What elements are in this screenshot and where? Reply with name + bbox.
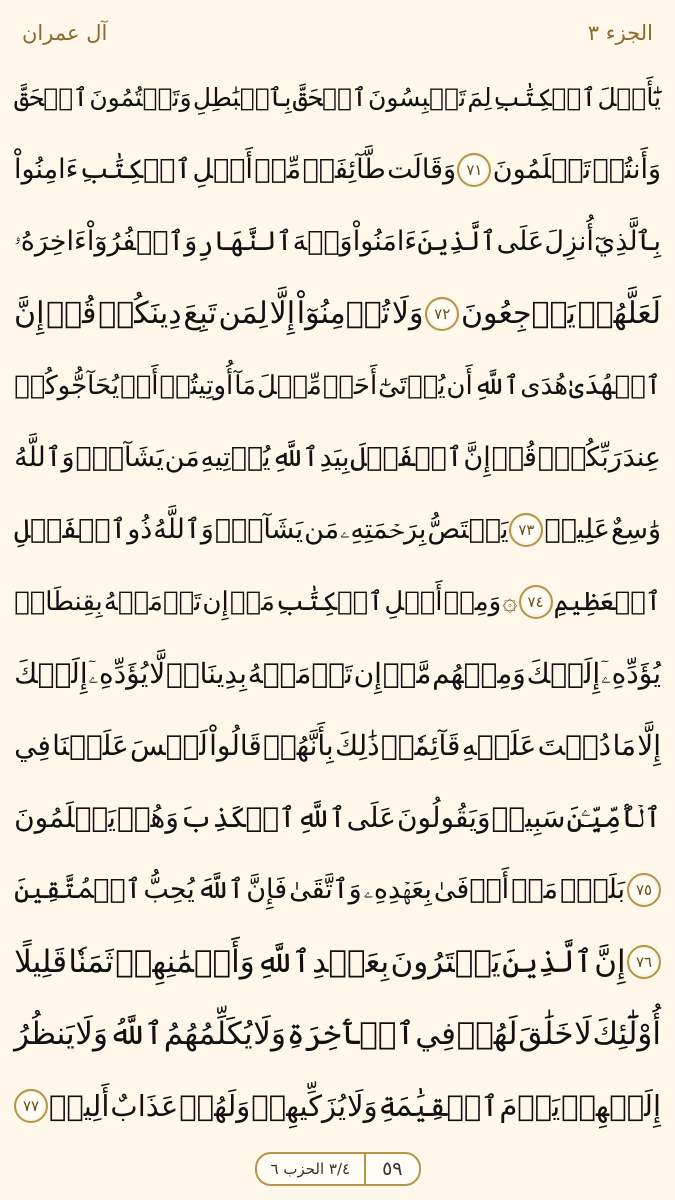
text-line [14, 1070, 661, 1142]
word: تَبِعَ [183, 296, 217, 331]
text-line [14, 350, 661, 422]
word: قُلۡ [46, 296, 97, 331]
word: يُؤۡتَىٰٓ [378, 371, 446, 401]
text-line [14, 782, 661, 854]
word: قُلۡ [491, 442, 537, 473]
word: يُحِبُّ [143, 874, 195, 905]
word: يَشَآءُۗ [75, 442, 164, 473]
text-line [14, 926, 661, 998]
word: ذَٰلِكَ [335, 729, 380, 762]
word: أَن [446, 371, 473, 401]
text-line [14, 206, 661, 278]
word: ٱلۡمُتَّقِينَ [14, 874, 142, 905]
word: أَهۡلِ [384, 587, 443, 617]
word: أَوۡ [120, 371, 159, 401]
text-line [14, 710, 661, 782]
word: إِلَيۡكَ [14, 657, 88, 690]
word: بِٱلَّذِيٓ [594, 226, 661, 257]
word: ٱللَّهُ [108, 1016, 164, 1052]
word: ٱللَّهِ [271, 442, 319, 473]
word: يُؤۡتِيهِ [200, 442, 271, 473]
word: ذُو [127, 514, 153, 545]
word: قَلِيلًا [14, 944, 68, 980]
word: تَأۡمَنۡهُ [247, 657, 353, 690]
word: دُمۡتَ [537, 729, 612, 762]
word: ٱلۡأُمِّيِّـۧنَ [566, 801, 661, 834]
text-line [14, 494, 661, 566]
footer-frame [255, 1152, 421, 1186]
word: بِٱلۡبَٰطِلِ [192, 83, 292, 112]
ayah-number-marker: ٧٣ [509, 513, 543, 547]
word: طَّآئِفَةٞ [302, 154, 386, 185]
word: أَوۡفَىٰ [433, 874, 510, 905]
word: يَعۡلَمُونَ [14, 801, 116, 834]
quran-text [14, 62, 661, 1142]
word: إِلَيۡهِمۡ [561, 1089, 661, 1123]
word: لَهُمۡ [456, 1016, 518, 1052]
word: لَيۡسَ [129, 729, 208, 762]
text-line [14, 638, 661, 710]
word: ٱلَّذِينَ [501, 944, 593, 980]
word: فِي [415, 1016, 456, 1052]
word: وَتَكۡتُمُونَ [89, 83, 192, 112]
word: خَلَٰقَ [518, 1016, 574, 1052]
word: إِنَّ [594, 944, 626, 980]
word: ٱلۡقِيَٰمَةِ [378, 1089, 499, 1123]
text-line [14, 62, 661, 134]
text-line [14, 854, 661, 926]
text-line [14, 566, 661, 638]
word: قَآئِمٗاۗ [380, 729, 461, 762]
ayah-number-marker: ٧٥ [627, 873, 661, 907]
word: لَعَلَّهُمۡ [577, 296, 661, 331]
word: وَأَيۡمَٰنِهِمۡ [115, 944, 255, 980]
word: ٱلۡعَظِيمِ [553, 587, 661, 617]
text-line [14, 278, 661, 350]
word: دِينَكُمۡ [98, 296, 182, 331]
word: ٱلۡحَقَّ [14, 83, 89, 112]
word: وَأَنتُمۡ [592, 154, 661, 185]
text-line [14, 422, 661, 494]
word: تُؤۡمِنُوٓاْ [296, 296, 391, 331]
word: تَلۡبِسُونَ [368, 83, 467, 112]
word: أَهۡلِ [192, 154, 253, 185]
word: فِي [14, 729, 51, 762]
word: وَهُمۡ [116, 801, 179, 834]
word: هُدَى [520, 371, 568, 401]
word: مِّثۡلَ [256, 371, 322, 401]
word: قَالُواْ [209, 729, 262, 762]
word: ٱللَّهِ [256, 944, 311, 980]
rub-el-hizb-icon: ۞ [502, 587, 518, 617]
word: عَلَى [496, 226, 545, 257]
word: وَمِنۡ [443, 587, 502, 617]
word: رَبِّكُمۡۗ [537, 442, 622, 473]
word: عَذَابٌ [110, 1089, 179, 1123]
word: إِلَّا [637, 729, 661, 762]
word: وَجۡهَ [292, 226, 353, 257]
word: وَلَا [391, 296, 424, 331]
word: وَلَا [347, 1089, 378, 1123]
word: وَيَقُولُونَ [396, 801, 491, 834]
word: مَنۡ [511, 874, 558, 905]
text-line [14, 998, 661, 1070]
word: يَوۡمَ [499, 1089, 561, 1123]
word: إِلَيۡكَ [526, 657, 601, 690]
word: إِن [353, 657, 382, 690]
ayah-number-marker: ٧١ [457, 153, 491, 187]
word: مَّنۡ [382, 657, 432, 690]
hizb-label: ٣/٤ الحزب ٦ [270, 1160, 351, 1178]
word: ٱلۡحَقَّ [292, 83, 367, 112]
ayah-number-marker: ٧٦ [627, 945, 661, 979]
word: وَٰسِعٌ [610, 514, 661, 545]
word: ٱلۡفَضۡلِ [14, 514, 127, 545]
word: وَٱللَّهُ [153, 514, 214, 545]
word: سَبِيلٞ [491, 801, 566, 834]
word: بِقِنطَارٖ [14, 587, 103, 617]
word: بِرَحۡمَتِهِۦ [340, 514, 427, 545]
word: وَٱللَّهُ [14, 442, 75, 473]
word: أُوتِيتُمۡ [159, 371, 234, 401]
text-line [14, 134, 661, 206]
word: أَحَدٞ [322, 371, 378, 401]
word: يُزَكِّيهِمۡ [251, 1089, 347, 1123]
word: أَلِيمٞ [49, 1089, 110, 1123]
word: ءَامَنُواْ [352, 226, 418, 257]
word: مَن [164, 442, 200, 473]
surah-name: آل عمران [22, 21, 108, 45]
word: فَإِنَّ [246, 874, 288, 905]
word: يُكَلِّمُهُمُ [163, 1016, 253, 1052]
word: مَنۡ [229, 587, 275, 617]
word: لِمَن [218, 296, 268, 331]
word: وَلَا [253, 1016, 286, 1052]
word: إِنَّ [463, 442, 491, 473]
word: وَلَا [75, 1016, 108, 1052]
word: ٱلۡكِتَٰبِ [275, 587, 384, 617]
word: مَا [612, 729, 636, 762]
word: إِنَّ [14, 296, 45, 331]
word: وَٱتَّقَىٰ [289, 874, 362, 905]
word: بَلَىٰۚ [559, 874, 626, 905]
word: لَا [574, 1016, 592, 1052]
word: بِيَدِ [319, 442, 350, 473]
word: بِدِينَارٖ [166, 657, 247, 690]
word: ءَاخِرَهُۥ [14, 226, 87, 257]
word: عَلَيۡنَا [52, 729, 129, 762]
word: مِّنۡ [254, 154, 302, 185]
word: يَخۡتَصُّ [427, 514, 509, 545]
word: بِعَهۡدِهِۦ [363, 874, 432, 905]
word: وَٱكۡفُرُوٓاْ [86, 226, 198, 257]
word: أُنزِلَ [544, 226, 594, 257]
word: عَلَيۡهِ [461, 729, 537, 762]
word: لَّا [149, 657, 166, 690]
word: مَن [304, 514, 340, 545]
word: عَلِيمٞ [544, 514, 610, 545]
word: ءَامِنُواْ [14, 154, 79, 185]
word: بِعَهۡدِ [312, 944, 390, 980]
word: ٱلنَّهَارِ [197, 226, 293, 257]
word: يُحَآجُّوكُمۡ [14, 371, 120, 401]
word: أُوْلَٰٓئِكَ [592, 1016, 661, 1052]
word: ٱلۡكِتَٰبِ [492, 83, 597, 112]
word: يَنظُرُ [14, 1016, 75, 1052]
word: ٱللَّهَ [196, 874, 245, 905]
word: يَٰٓأَهۡلَ [597, 83, 661, 112]
word: ٱلۡكِتَٰبِ [79, 154, 192, 185]
word: وَمِنۡهُم [432, 657, 526, 690]
word: إِن [202, 587, 229, 617]
word: تَأۡمَنۡهُ [103, 587, 202, 617]
word: بِأَنَّهُمۡ [263, 729, 334, 762]
page-header [22, 18, 653, 48]
word: ٱلۡكَذِبَ [179, 801, 296, 834]
word: يَشَآءُۗ [214, 514, 304, 545]
ayah-number-marker: ٧٤ [519, 585, 553, 619]
word: ٱلۡفَضۡلَ [350, 442, 463, 473]
page-number: ٥٩ [364, 1154, 418, 1184]
word: إِلَّا [269, 296, 296, 331]
word: ٱللَّهِ [296, 801, 346, 834]
word: يُؤَدِّهِۦٓ [88, 657, 149, 690]
word: يَشۡتَرُونَ [390, 944, 501, 980]
word: عِندَ [622, 442, 661, 473]
word: يُؤَدِّهِۦٓ [600, 657, 661, 690]
word: ثَمَنٗا [68, 944, 114, 980]
word: ٱلۡأٓخِرَةِ [286, 1016, 415, 1052]
ayah-number-marker: ٧٢ [425, 297, 459, 331]
word: وَقَالَت [387, 154, 457, 185]
page-footer [0, 1152, 675, 1186]
word: ٱلَّذِينَ [417, 226, 497, 257]
word: لِمَ [467, 83, 492, 112]
juz-label: الجزء ٣ [587, 21, 653, 45]
word: تَعۡلَمُونَ [492, 154, 592, 185]
ayah-number-marker: ٧٧ [14, 1089, 48, 1123]
word: ٱلۡهُدَىٰ [568, 371, 661, 401]
word: مَآ [234, 371, 257, 401]
word: وَلَهُمۡ [179, 1089, 251, 1123]
word: ٱللَّهِ [473, 371, 520, 401]
word: عَلَى [346, 801, 396, 834]
word: يَرۡجِعُونَ [460, 296, 576, 331]
